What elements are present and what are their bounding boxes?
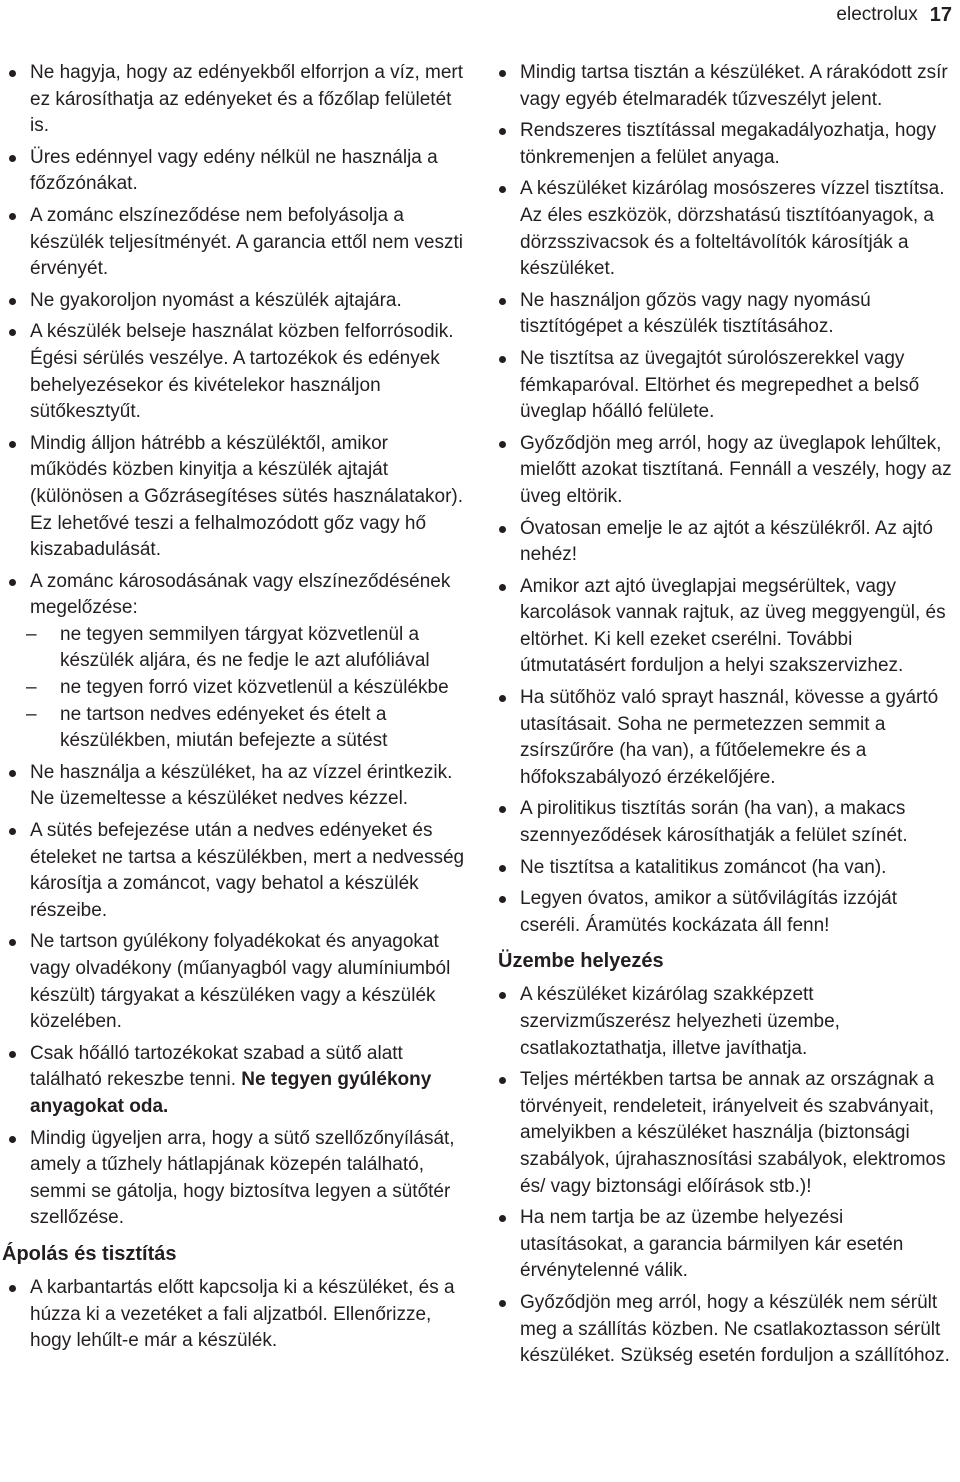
list-item: Ne tisztítsa a katalitikus zománcot (ha van).: [498, 855, 956, 882]
list-item: Rendszeres tisztítással megakadályozhatja, hogy tönkremenjen a felület anyaga.: [498, 118, 956, 171]
list-item: Amikor azt ajtó üveglapjai megsérültek, vagy karcolások vannak rajtuk, az üveg meggyengül, és eltörhet. Ki kell ezeket cserélni. További útmutatásért forduljon a helyi szakszervizhez.: [498, 574, 956, 680]
sub-list-item: – ne tegyen forró vizet közvetlenül a készülékbe: [30, 675, 466, 702]
left-column: [2, 60, 466, 1360]
page-header: [836, 0, 960, 30]
list-item: A készülék belseje használat közben felforrósodik. Égési sérülés veszélye. A tartozékok és edények behelyezésekor és kivételekor használjon sütőkesztyűt.: [8, 319, 466, 425]
list-item: Óvatosan emelje le az ajtót a készülékről. Az ajtó nehéz!: [498, 516, 956, 569]
install-heading: Üzembe helyezés: [498, 950, 664, 973]
enamel-sublist: [30, 622, 466, 755]
list-item-accessory: [8, 1041, 466, 1121]
list-item: Ne használja a készüléket, ha az vízzel érintkezik. Ne üzemeltesse a készüléket nedves kézzel.: [8, 760, 466, 813]
list-item: Mindig ügyeljen arra, hogy a sütő szellőzőnyílását, amely a tűzhely hátlapjának közepén található, semmi se gátolja, hogy biztosítva legyen a sütőtér szellőzése.: [8, 1126, 466, 1232]
list-item: A sütés befejezése után a nedves edényeket és ételeket ne tartsa a készülékben, mert a nedvesség károsítja a zománcot, vagy behatol a készülék részeibe.: [8, 818, 466, 924]
list-item: Mindig álljon hátrébb a készüléktől, amikor működés közben kinyitja a készülék ajtaját (különösen a Gőzrásegítéses sütés használatakor). Ez lehetővé teszi a felhalmozódott gőz vagy hő kiszabadulását.: [8, 431, 466, 564]
page-number: 17: [929, 3, 952, 26]
list-item: Ha sütőhöz való sprayt használ, kövesse a gyártó utasításait. Soha ne permetezzen semmit a zsírszűrőre (ha van), a fűtőelemekre és a hőfokszabályozó érzékelőjére.: [498, 685, 956, 791]
list-item-enamel: [8, 569, 466, 755]
list-item: Legyen óvatos, amikor a sütővilágítás izzóját cseréli. Áramütés kockázata áll fenn!: [498, 886, 956, 939]
list-item: Ne hagyja, hogy az edényekből elforrjon a víz, mert ez károsíthatja az edényeket és a főzőlap felületét is.: [8, 60, 466, 140]
install-list: [498, 982, 956, 1369]
cleaning-list: [498, 60, 956, 939]
brand-name: electrolux: [836, 4, 918, 25]
list-item: Ne tartson gyúlékony folyadékokat és anyagokat vagy olvadékony (műanyagból vagy alumíniumból készült) tárgyakat a készüléken vagy a készülék közelében.: [8, 929, 466, 1035]
list-item: A karbantartás előtt kapcsolja ki a készüléket, és a húzza ki a vezetéket a fali aljzatból. Ellenőrizze, hogy lehűlt-e már a készülék.: [8, 1275, 466, 1355]
list-item: Ne gyakoroljon nyomást a készülék ajtajára.: [8, 288, 466, 315]
care-list: [8, 1275, 466, 1355]
sub-list-item: – ne tartson nedves edényeket és ételt a készülékben, miután befejezte a sütést: [30, 702, 466, 755]
list-item: Üres edénnyel vagy edény nélkül ne használja a főzőzónákat.: [8, 145, 466, 198]
list-item: Győződjön meg arról, hogy a készülék nem sérült meg a szállítás közben. Ne csatlakoztasson sérült készüléket. Szükség esetén forduljon a szállítóhoz.: [498, 1290, 956, 1370]
list-item: Ha nem tartja be az üzembe helyezési utasításokat, a garancia bármilyen kár esetén érvénytelenné válik.: [498, 1205, 956, 1285]
sub-list-item: – ne tegyen semmilyen tárgyat közvetlenül a készülék aljára, és ne fedje le azt alufóliával: [30, 622, 466, 675]
list-item: A készüléket kizárólag mosószeres vízzel tisztítsa. Az éles eszközök, dörzshatású tisztítóanyagok, a dörzsszivacsok és a folteltávolítók károsítják a készüléket.: [498, 176, 956, 282]
enamel-intro: A zománc károsodásának vagy elszíneződésének megelőzése:: [30, 570, 451, 619]
list-item: Ne tisztítsa az üvegajtót súrolószerekkel vagy fémkaparóval. Eltörhet és megrepedhet a belső üveglap hőálló felülete.: [498, 346, 956, 426]
list-item: Teljes mértékben tartsa be annak az országnak a törvényeit, rendeleteit, irányelveit és szabványait, amelyikben a készüléket használja (biztonsági szabályok, újrahasznosítási szabályok, elektromos és/ vagy biztonsági előírások stb.)!: [498, 1067, 956, 1200]
care-heading: Ápolás és tisztítás: [2, 1242, 177, 1265]
safety-list: [8, 60, 466, 1232]
list-item: A pirolitikus tisztítás során (ha van), a makacs szennyeződések károsíthatják a felület színét.: [498, 796, 956, 849]
list-item: Ne használjon gőzös vagy nagy nyomású tisztítógépet a készülék tisztításához.: [498, 288, 956, 341]
accessory-text: Csak hőálló tartozékokat szabad a sütő alatt található rekeszbe tenni.: [30, 1042, 403, 1091]
list-item: Győződjön meg arról, hogy az üveglapok lehűltek, mielőtt azokat tisztítaná. Fennáll a veszély, hogy az üveg eltörik.: [498, 431, 956, 511]
right-column: [498, 60, 956, 1375]
accessory-warning: Ne tegyen gyúlékony anyagokat oda.: [30, 1069, 432, 1117]
list-item: Mindig tartsa tisztán a készüléket. A rárakódott zsír vagy egyéb ételmaradék tűzveszélyt jelent.: [498, 60, 956, 113]
list-item: A készüléket kizárólag szakképzett szervizműszerész helyezheti üzembe, csatlakoztathatja, illetve javíthatja.: [498, 982, 956, 1062]
list-item: A zománc elszíneződése nem befolyásolja a készülék teljesítményét. A garancia ettől nem veszti érvényét.: [8, 203, 466, 283]
